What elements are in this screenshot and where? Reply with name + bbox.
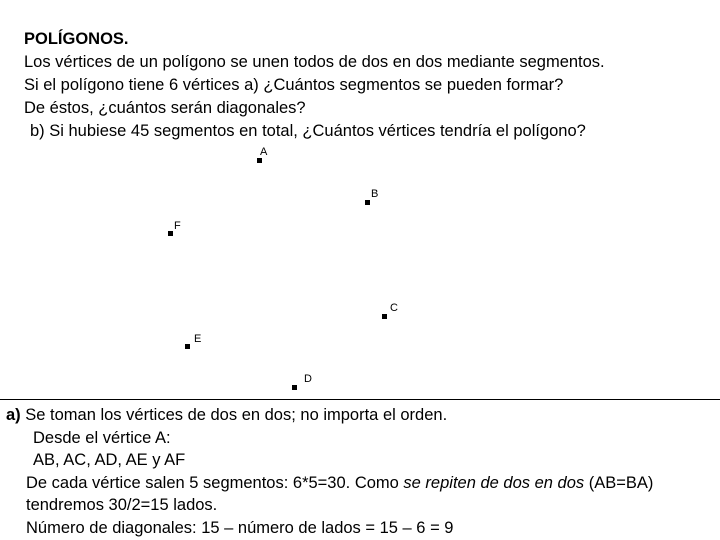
vertex-b-label: B [371, 188, 379, 200]
answer-line-4-pre: De cada vértice salen 5 segmentos: 6*5=30. Como [26, 473, 404, 492]
answer-line-6: Número de diagonales: 15 – número de lados = 15 – 6 = 9 [26, 518, 454, 537]
statement-line-2: Si el polígono tiene 6 vértices a) ¿Cuántos segmentos se pueden formar? [24, 76, 564, 94]
vertex-d-point [292, 385, 297, 390]
answer-part-label: a) [6, 406, 21, 424]
vertex-d-label: D [304, 373, 312, 385]
answer-section [6, 404, 718, 539]
vertex-e-point [185, 344, 190, 349]
statement-line-4: b) Si hubiese 45 segmentos en total, ¿Cuántos vértices tendría el polígono? [30, 122, 586, 140]
answer-line-1 [6, 404, 718, 427]
vertex-a-label: A [260, 146, 268, 158]
statement-line-1: Los vértices de un polígono se unen todos de dos en dos mediante segmentos. [24, 53, 605, 71]
section-divider [0, 399, 720, 400]
vertex-f-point [168, 231, 173, 236]
problem-statement [24, 28, 714, 143]
answer-line-4-italic: se repiten de dos en dos [403, 473, 585, 492]
statement-line-3: De éstos, ¿cuántos serán diagonales? [24, 99, 306, 117]
problem-title: POLÍGONOS. [24, 30, 129, 48]
vertex-b-point [365, 200, 370, 205]
answer-line-3: AB, AC, AD, AE y AF [33, 451, 186, 469]
vertex-c-point [382, 314, 387, 319]
vertex-c-label: C [390, 302, 398, 314]
answer-line-2: Desde el vértice A: [33, 428, 171, 447]
answer-line-5: tendremos 30/2=15 lados. [26, 496, 218, 514]
answer-line-1-text: Se toman los vértices de dos en dos; no importa el orden. [20, 406, 448, 424]
vertex-a-point [257, 158, 262, 163]
vertex-f-label: F [174, 220, 181, 232]
answer-line-4-post: (AB=BA) [584, 473, 654, 492]
answer-line-4 [6, 472, 718, 495]
vertex-e-label: E [194, 333, 202, 345]
